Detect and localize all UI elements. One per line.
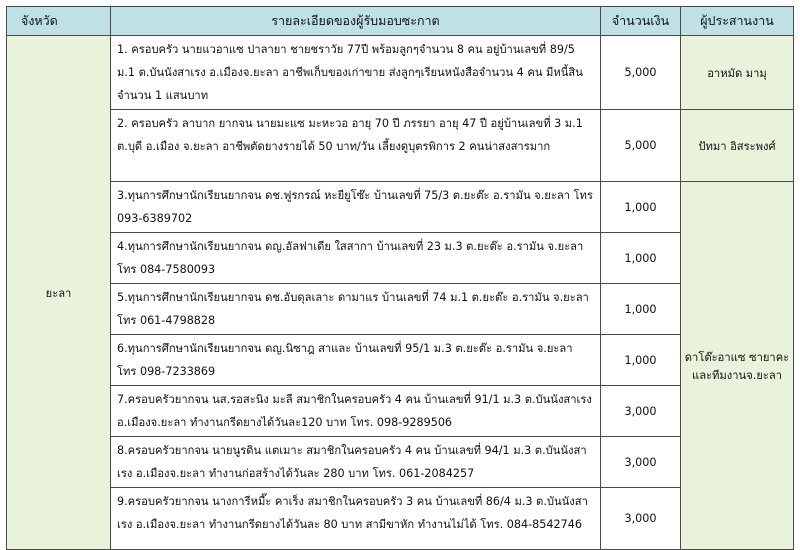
amount-cell: 1,000 [601,284,681,335]
amount-cell: 1,000 [601,335,681,386]
header-coordinator: ผู้ประสานงาน [681,7,794,36]
recipient-details: 6.ทุนการศึกษานักเรียนยากจน ดญ.นิซาฎ สาและ บ้านเลขที่ 95/1 ม.3 ต.ยะต๊ะ อ.รามัน จ.ยะลา โทร 098-7233869 [111,335,601,386]
table-row [7,386,794,437]
recipient-details: 4.ทุนการศึกษานักเรียนยากจน ดญ.อัลฟาเดีย ใสสากา บ้านเลขที่ 23 ม.3 ต.ยะต๊ะ อ.รามัน จ.ยะลา โทร 084-7580093 [111,233,601,284]
table-row [7,233,794,284]
amount-cell: 3,000 [601,488,681,550]
header-row [7,7,794,36]
recipient-details: 1. ครอบครัว นายแวอาแซ ปาลายา ชายชราวัย 77ปี พร้อมลูกๆจำนวน 8 คน อยู่บ้านเลขที่ 89/5 ม.1 ต.บันนังสาเรง อ.เมืองจ.ยะลา อาชีพเก็บของเก่าขาย ส่งลูกๆเรียนหนังสือจำนวน 4 คน มีหนี้สินจำนวน 1 แสนบาท [111,36,601,110]
amount-cell: 1,000 [601,233,681,284]
header-amount: จำนวนเงิน [601,7,681,36]
table-row [7,36,794,110]
header-province: จังหวัด [7,7,111,36]
coordinator-cell: อาหมัด มามุ [681,36,794,110]
recipient-details: 2. ครอบครัว ลาบาก ยากจน นายมะแซ มะหะวอ อายุ 70 ปี ภรรยา อายุ 47 ปี อยู่บ้านเลขที่ 3 ม.1 ต.บุดี อ.เมือง จ.ยะลา อาชีพตัดยางรายได้ 50 บาท/วัน เลี้ยงดูบุตรพิการ 2 คนน่าสงสารมาก [111,110,601,182]
recipient-details: 7.ครอบครัวยากจน นส.รอสะนิง มะลี สมาชิกในครอบครัว 4 คน บ้านเลขที่ 91/1 ม.3 ต.บันนังสาเรง อ.เมืองจ.ยะลา ทำงานกรีดยางได้วันละ120 บาท โทร. 098-9289506 [111,386,601,437]
province-cell: ยะลา [7,36,111,550]
table-row [7,437,794,488]
amount-cell: 1,000 [601,182,681,233]
recipient-details: 8.ครอบครัวยากจน นายนูรดิน แตเมาะ สมาชิกในครอบครัว 4 คน บ้านเลขที่ 94/1 ม.3 ต.บันนังสาเรง อ.เมืองจ.ยะลา ทำงานก่อสร้างได้วันละ 280 บาท โทร. 061-2084257 [111,437,601,488]
table-row [7,284,794,335]
header-details: รายละเอียดของผู้รับมอบซะกาต [111,7,601,36]
recipient-details: 9.ครอบครัวยากจน นางการีหมี๊ะ คาเร็ง สมาชิกในครอบครัว 3 คน บ้านเลขที่ 86/4 ม.3 ต.บันนังสาเรง อ.เมืองจ.ยะลา ทำงานกรีดยางได้วันละ 80 บาท สามีขาหัก ทำงานไม่ได้ โทร. 084-8542746 [111,488,601,550]
amount-cell: 5,000 [601,110,681,182]
amount-cell: 3,000 [601,437,681,488]
table-row [7,335,794,386]
table-row [7,182,794,233]
recipients-table [6,6,794,550]
coordinator-cell: ดาโต๊ะอาแซ ซายาคะ และทีมงานจ.ยะลา [681,182,794,550]
table-row [7,488,794,550]
recipient-details: 5.ทุนการศึกษานักเรียนยากจน ดช.อับดุลเลาะ ดามาแร บ้านเลขที่ 74 ม.1 ต.ยะต๊ะ อ.รามัน จ.ยะลา โทร 061-4798828 [111,284,601,335]
coordinator-cell: ปัทมา อิสระพงศ์ [681,110,794,182]
table-row [7,110,794,182]
amount-cell: 3,000 [601,386,681,437]
recipient-details: 3.ทุนการศึกษานักเรียนยากจน ดช.ฟูรกรณ์ หะยียูโซ๊ะ บ้านเลขที่ 75/3 ต.ยะต๊ะ อ.รามัน จ.ยะลา โทร 093-6389702 [111,182,601,233]
amount-cell: 5,000 [601,36,681,110]
